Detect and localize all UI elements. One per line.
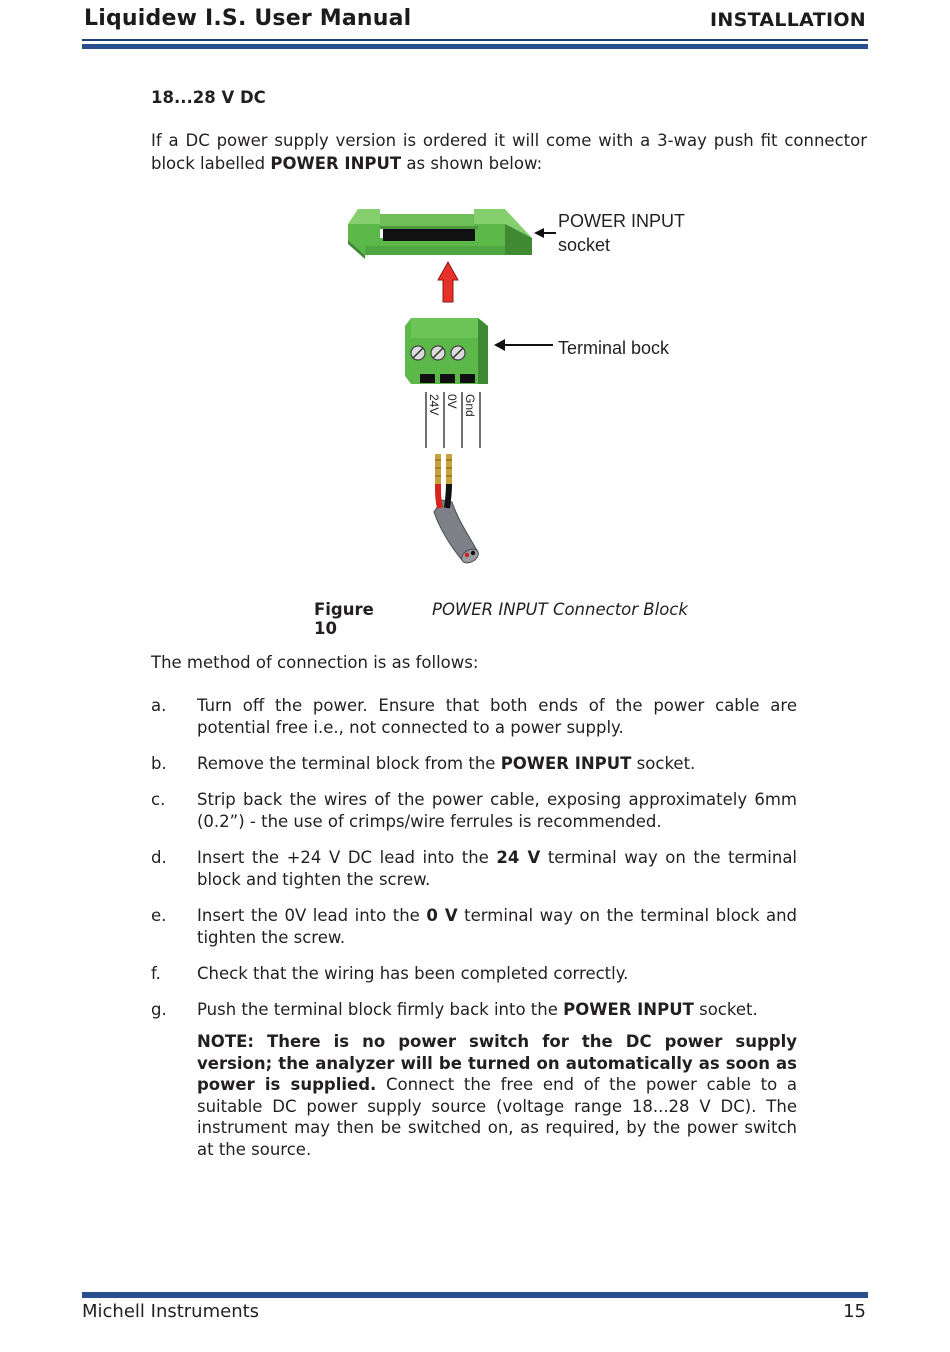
wire-label-24v: 24V: [427, 394, 441, 416]
list-item: d. Insert the +24 V DC lead into the 24 V terminal way on the terminal block and tighten the screw.: [151, 848, 798, 889]
list-item: f. Check that the wiring has been completed correctly.: [151, 964, 629, 983]
manual-title: Liquidew I.S. User Manual: [84, 6, 412, 31]
footer-rule: [82, 1292, 868, 1298]
method-intro: The method of connection is as follows:: [151, 653, 479, 672]
list-item: b. Remove the terminal block from the POWER INPUT socket.: [151, 754, 696, 773]
header-rule-thin: [82, 39, 868, 41]
power-input-figure: [0, 195, 950, 585]
insert-arrow: [438, 262, 458, 302]
list-item: a. Turn off the power. Ensure that both ends of the power cable are potential free i.e., not connected to a power supply.: [151, 696, 797, 737]
caption-label: Figure 10: [314, 600, 374, 638]
list-item: c. Strip back the wires of the power cable, exposing approximately 6mm (0.2”) - the use of crimps/wire ferrules is recommended.: [151, 790, 797, 831]
intro-paragraph: If a DC power supply version is ordered it will come with a 3-way push fit connector block labelled POWER INPUT as shown below:: [151, 131, 867, 173]
terminal-block-illustration: [405, 318, 488, 384]
power-switch-note: NOTE: There is no power switch for the DC power supply version; the analyzer will be turned on automatically as soon as power is supplied. Connect the free end of the power cable to a suitable DC power supply source (voltage range 18...28 V DC). The instrument may then be switched on, as required, by the power switch at the source.: [197, 1032, 797, 1159]
header-rule-thick: [82, 44, 868, 49]
power-cable-illustration: [434, 454, 481, 566]
caption-text: POWER INPUT Connector Block: [432, 600, 688, 619]
power-input-socket-illustration: [348, 209, 532, 259]
list-item: e. Insert the 0V lead into the 0 V terminal way on the terminal block and tighten the screw.: [151, 906, 797, 947]
footer-company: Michell Instruments: [82, 1301, 260, 1322]
steps-list: [151, 695, 797, 1160]
section-heading: 18...28 V DC: [151, 88, 266, 107]
list-item: g. Push the terminal block firmly back into the POWER INPUT socket.: [151, 1000, 758, 1019]
wire-label-gnd: Gnd: [463, 394, 477, 417]
page-number: 15: [843, 1301, 866, 1322]
socket-label-line1: POWER INPUT: [558, 211, 686, 231]
terminal-label: Terminal bock: [558, 338, 670, 358]
wire-label-0v: 0V: [445, 394, 459, 409]
socket-label-line2: socket: [558, 235, 611, 255]
chapter-title: INSTALLATION: [710, 9, 866, 31]
